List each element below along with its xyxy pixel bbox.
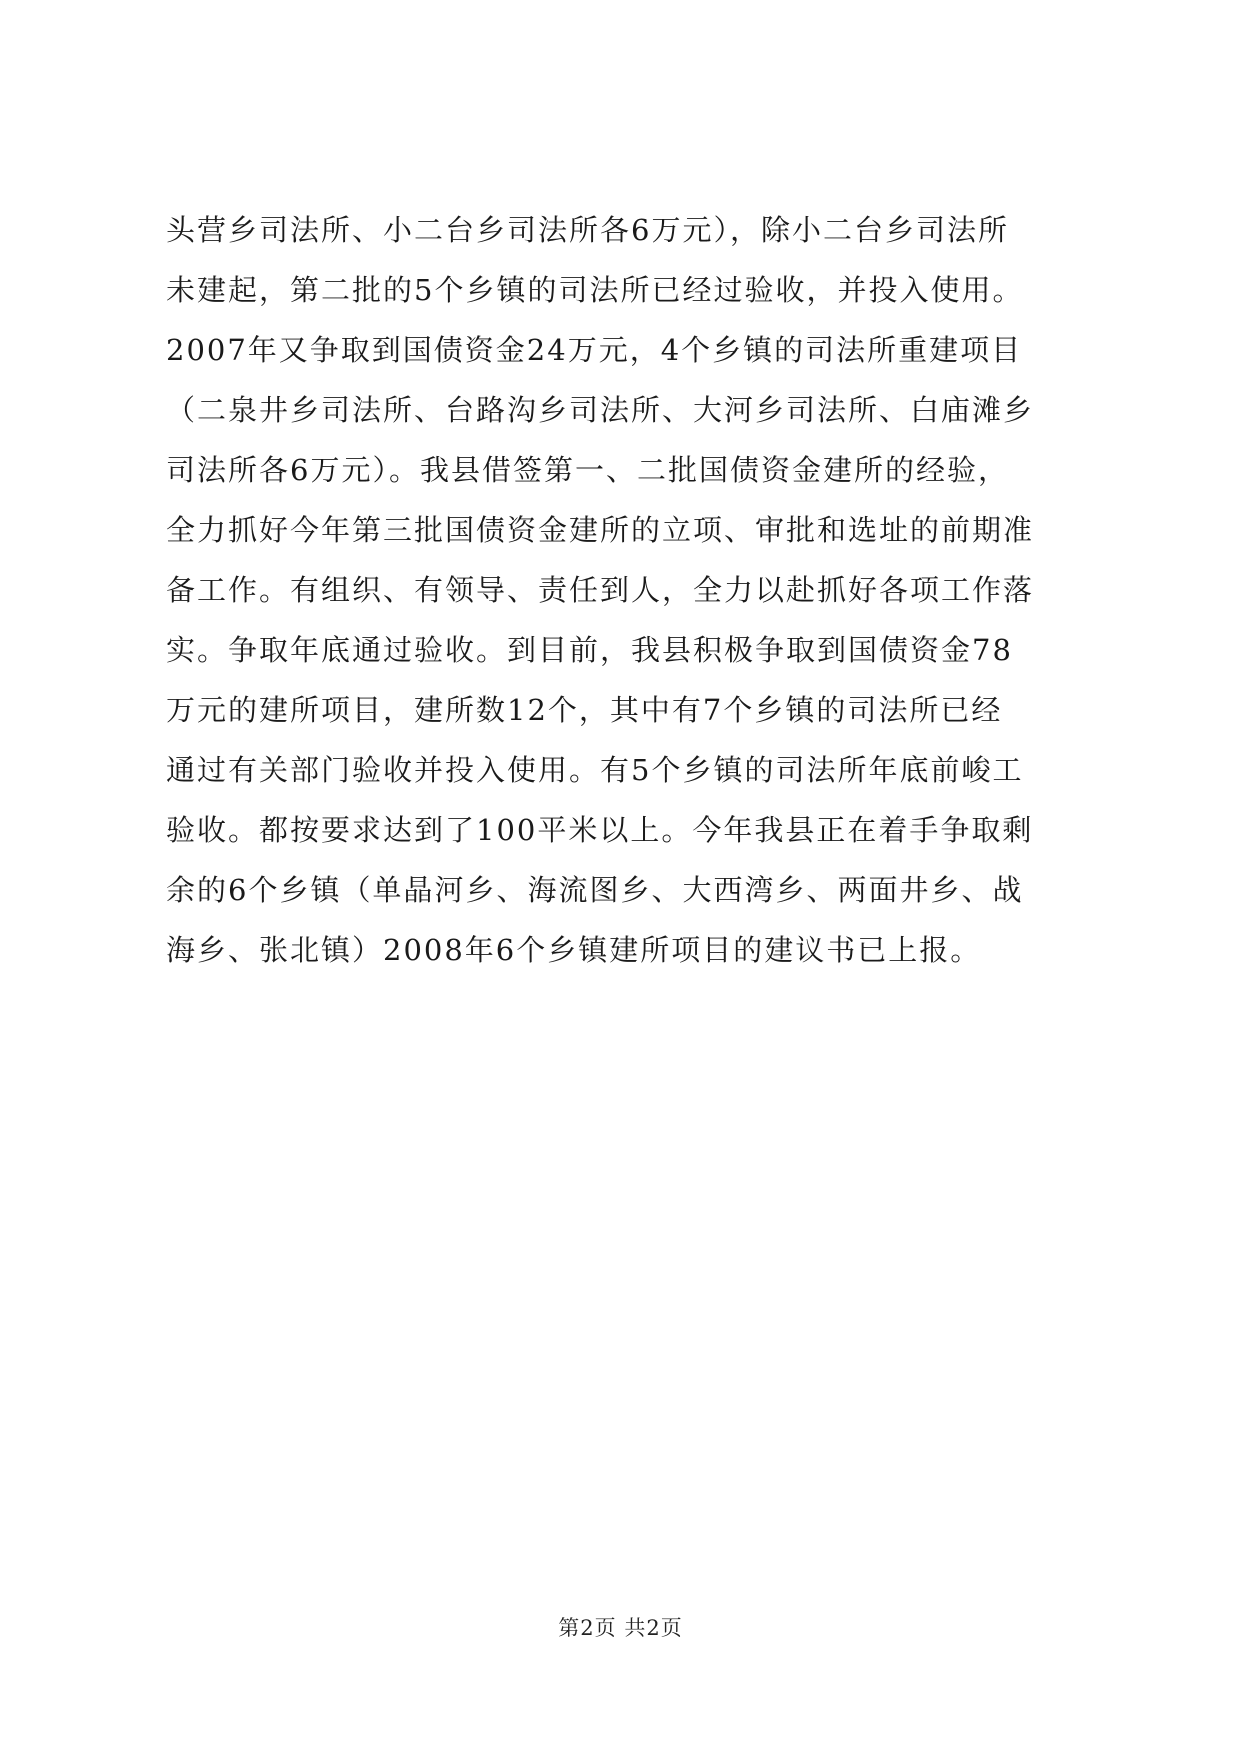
- text-line: 头营乡司法所、小二台乡司法所各6万元），除小二台乡司法所: [166, 213, 1009, 247]
- text-line: 验收。都按要求达到了100平米以上。今年我县正在着手争取剩: [166, 813, 1034, 847]
- text-line: 海乡、张北镇）2008年6个乡镇建所项目的建议书已上报。: [166, 933, 982, 967]
- text-line: 司法所各6万元）。我县借签第一、二批国债资金建所的经验，: [166, 453, 1009, 487]
- text-line: 实。争取年底通过验收。到目前，我县积极争取到国债资金78: [166, 633, 1013, 667]
- text-line: 未建起，第二批的5个乡镇的司法所已经过验收，并投入使用。: [166, 273, 1024, 307]
- text-line: 余的6个乡镇（单晶河乡、海流图乡、大西湾乡、两面井乡、战: [166, 873, 1024, 907]
- text-line: 通过有关部门验收并投入使用。有5个乡镇的司法所年底前峻工: [166, 753, 1024, 787]
- text-line: （二泉井乡司法所、台路沟乡司法所、大河乡司法所、白庙滩乡: [166, 393, 1035, 427]
- page-number-footer: 第2页 共2页: [558, 1616, 683, 1640]
- text-line: 万元的建所项目，建所数12个，其中有7个乡镇的司法所已经: [166, 693, 1003, 727]
- body-paragraph: [166, 200, 1086, 980]
- text-line: 2007年又争取到国债资金24万元，4个乡镇的司法所重建项目: [166, 333, 1023, 367]
- text-line: 全力抓好今年第三批国债资金建所的立项、审批和选址的前期准: [166, 513, 1035, 547]
- text-line: 备工作。有组织、有领导、责任到人，全力以赴抓好各项工作落: [166, 573, 1035, 607]
